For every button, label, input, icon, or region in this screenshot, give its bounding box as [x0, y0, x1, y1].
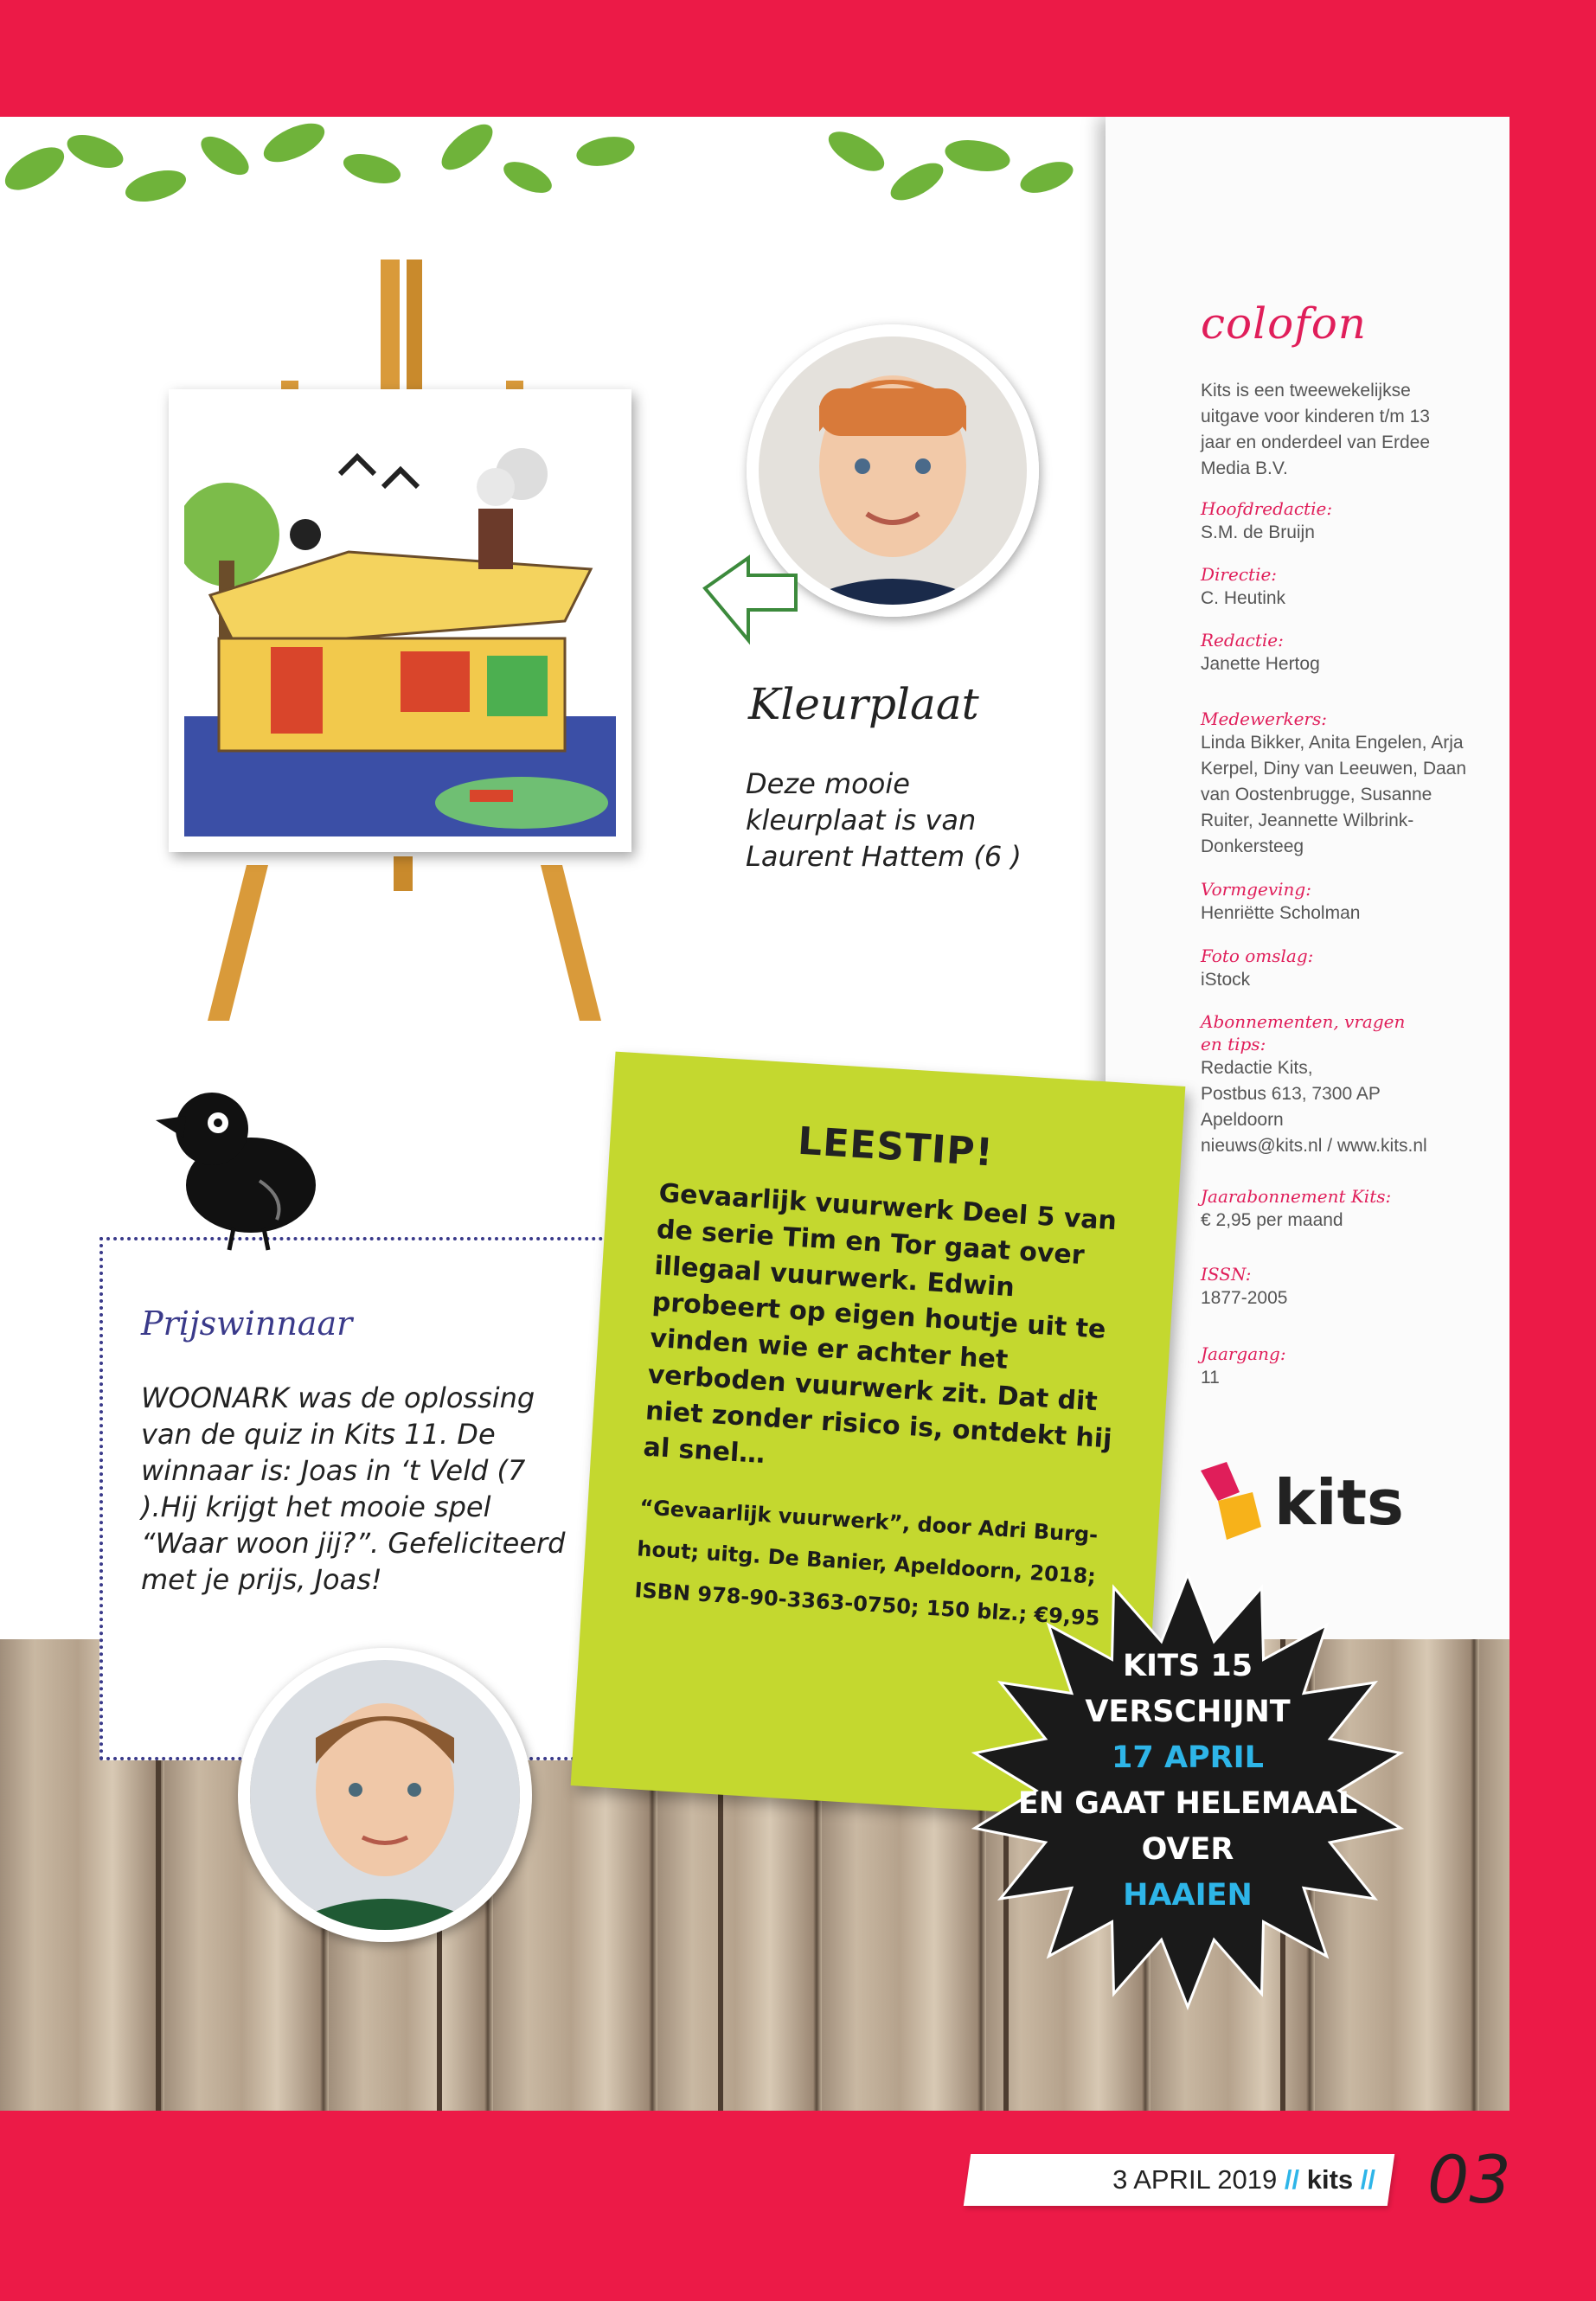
prize-text: WOONARK was de oplossing van de quiz in Kits 11. De winnaar is: Joas in ‘t Veld (7 ).Hij krijgt het mooie spel “Waar woon jij?”. Gefeliciteerd met je prijs, Joas!	[141, 1381, 566, 1596]
page-number: 03	[1427, 2141, 1511, 2218]
colofon-value: C. Heutink	[1201, 588, 1286, 608]
kits-logo-text: kits	[1274, 1466, 1404, 1539]
footer-text	[995, 2158, 1375, 2202]
announcement-topic: HAAIEN	[1123, 1878, 1253, 1913]
colofon-title: colofon	[1201, 298, 1368, 349]
colofon-entry	[1201, 708, 1477, 860]
footer-separator: //	[1284, 2164, 1300, 2195]
colofon-label: Jaarabonnement Kits:	[1201, 1186, 1392, 1207]
colofon-label: Jaargang:	[1201, 1343, 1286, 1364]
colofon-value: Henriëtte Scholman	[1201, 903, 1361, 923]
colofon-label: Directie:	[1201, 564, 1278, 585]
leestip-body: Gevaarlijk vuurwerk Deel 5 van de serie Tim en Tor gaat over illegaal vuurwerk. Edwin probeert op eigen houtje uit te vinden wie er achter het verboden vuurwerk zit. Dat dit niet zonder risico is, ontdekt hij al snel…	[642, 1178, 1118, 1471]
colofon-entry	[1201, 1343, 1477, 1391]
leestip-reference: “Gevaarlijk vuurwerk”, door Adri Burg-hout; uitg. De Banier, Apeldoorn, 2018; ISBN 978-90-3363-0750; 150 blz.; €9,95	[633, 1495, 1101, 1631]
arrow-left-icon	[701, 554, 804, 649]
colofon-label: Foto omslag:	[1201, 945, 1314, 966]
colofon-entry	[1201, 1263, 1477, 1311]
bird-icon	[147, 1081, 329, 1254]
announcement-line: VERSCHIJNT	[1085, 1695, 1291, 1729]
colofon-intro: Kits is een tweewekelijkse uitgave voor kinderen t/m 13 jaar en onderdeel van Erdee Media B.V.	[1201, 381, 1431, 478]
announcement-line: KITS 15	[1122, 1649, 1253, 1683]
colofon-label: ISSN:	[1201, 1264, 1252, 1285]
footer-brand: kits	[1306, 2164, 1354, 2195]
colofon-entry	[1201, 629, 1477, 677]
colofon-entry	[1201, 563, 1477, 612]
colofon-value: Janette Hertog	[1201, 654, 1320, 674]
announcement-date: 17 APRIL	[1112, 1740, 1264, 1775]
colofon-label: Medewerkers:	[1201, 708, 1327, 729]
colofon-value: € 2,95 per maand	[1201, 1210, 1343, 1230]
footer-separator: //	[1360, 2164, 1375, 2195]
colofon-label: Hoofdredactie:	[1201, 498, 1333, 519]
colofon-value: iStock	[1201, 970, 1251, 990]
colofon-value: 1877-2005	[1201, 1288, 1288, 1308]
leestip-title: LEESTIP!	[796, 1118, 996, 1176]
colofon-label: Vormgeving:	[1201, 879, 1311, 900]
colofon-value: Redactie Kits, Postbus 613, 7300 AP Apeldoorn nieuws@kits.nl / www.kits.nl	[1201, 1058, 1427, 1156]
announcement-text	[967, 1644, 1408, 1919]
joas-photo	[238, 1648, 532, 1942]
colofon-entry	[1201, 1185, 1477, 1234]
announcement-line: OVER	[1141, 1832, 1234, 1867]
colofon-entry	[1201, 945, 1477, 993]
colofon-value: 11	[1201, 1368, 1220, 1388]
colofon-label: Redactie:	[1201, 630, 1284, 651]
house-drawing	[184, 405, 616, 836]
prize-title: Prijswinnaar	[141, 1304, 353, 1343]
colofon-label: Abonnementen, vragen en tips:	[1201, 1011, 1406, 1054]
kits-logo	[1201, 1462, 1434, 1540]
kleurplaat-title: Kleurplaat	[748, 679, 979, 729]
kleurplaat-canvas	[169, 389, 631, 852]
footer-date: 3 APRIL 2019	[1112, 2164, 1278, 2195]
colofon-value: S.M. de Bruijn	[1201, 522, 1315, 542]
colofon-entry	[1201, 497, 1477, 546]
kleurplaat-text: Deze mooie kleurplaat is van Laurent Hattem (6 )	[746, 767, 1022, 873]
colofon-value: Linda Bikker, Anita Engelen, Arja Kerpel, Diny van Leeuwen, Daan van Oostenbrugge, Susanne Ruiter, Jeannette Wilbrink-Donkersteeg	[1201, 733, 1467, 856]
colofon-entry	[1201, 878, 1477, 926]
colofon-entry	[1201, 1010, 1427, 1159]
announcement-line: EN GAAT HELEMAAL	[1017, 1786, 1358, 1821]
